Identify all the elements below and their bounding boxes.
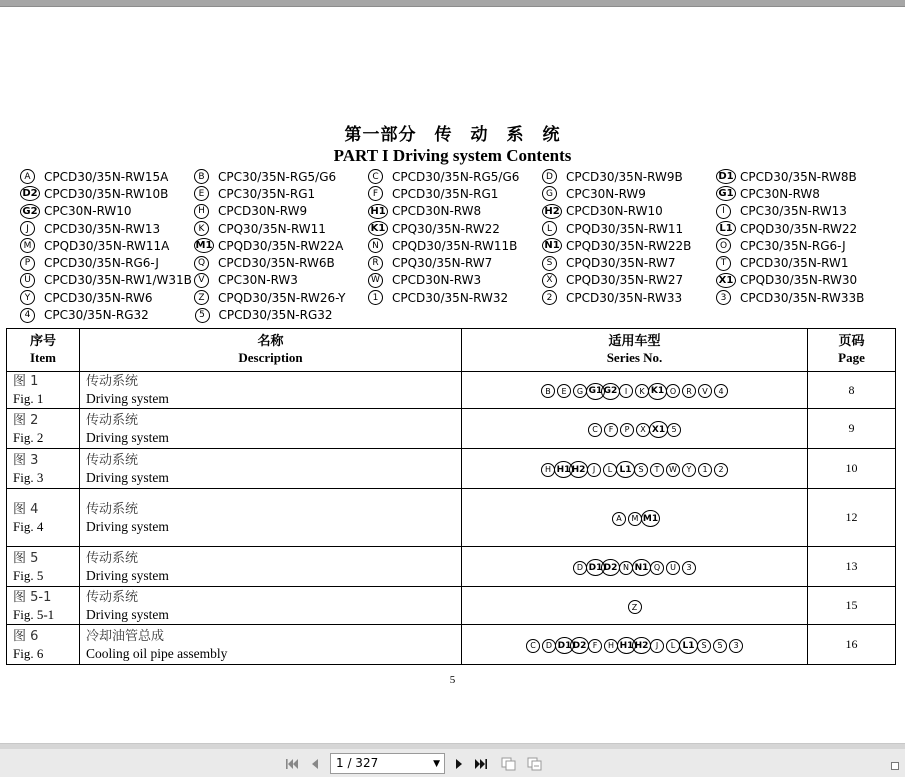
legend-entry <box>542 256 716 271</box>
legend-entry <box>542 186 716 201</box>
item-cn: 图 3 <box>13 452 39 468</box>
legend-row <box>20 254 890 271</box>
legend-row <box>20 237 890 254</box>
description-cn: 传动系统 <box>86 501 139 517</box>
legend-entry <box>368 221 542 236</box>
legend-model: CPC30/35N-RW13 <box>740 204 847 219</box>
legend-model: CPCD30/35N-RW32 <box>392 290 509 305</box>
series-marker: 4 <box>714 384 728 398</box>
previous-page-icon[interactable] <box>306 756 324 772</box>
series-marker: U <box>666 561 680 575</box>
description-en: Driving system <box>86 567 169 583</box>
legend-model: CPQD30/35N-RW11A <box>44 238 170 253</box>
legend-entry <box>542 238 716 253</box>
series-marker: M <box>628 512 642 526</box>
circled-marker: L1 <box>716 221 736 236</box>
circled-marker: H2 <box>542 204 562 219</box>
description-en: Driving system <box>86 391 169 406</box>
item-cn: 图 6 <box>13 628 39 644</box>
legend-entry <box>20 273 194 288</box>
legend-entry <box>368 186 542 201</box>
legend-model: CPQD30/35N-RW7 <box>566 256 676 271</box>
next-page-icon[interactable] <box>450 756 468 772</box>
circled-marker: L <box>542 221 557 236</box>
series-cell <box>462 547 808 587</box>
series-marker: H1 <box>554 461 573 478</box>
circled-marker: S <box>542 256 557 271</box>
legend-entry <box>368 273 542 288</box>
legend-model: CPCD30/35N-RW33B <box>740 290 865 305</box>
legend-model: CPCD30N-RW3 <box>392 273 482 288</box>
title-chinese: 第一部分 传 动 系 统 <box>344 125 561 145</box>
legend-entry <box>20 290 194 305</box>
legend-model: CPCD30/35N-RG6-J <box>44 256 159 271</box>
series-marker: D1 <box>555 637 574 654</box>
legend-model: CPC30/35N-RG32 <box>44 308 149 323</box>
circled-marker: U <box>20 273 35 288</box>
legend-model: CPQD30/35N-RW27 <box>566 273 684 288</box>
circled-marker: G2 <box>20 204 40 219</box>
page-cell: 8 <box>808 372 896 409</box>
series-marker: D1 <box>586 559 605 576</box>
legend-model: CPCD30/35N-RG32 <box>218 308 333 323</box>
item-cell <box>7 625 80 665</box>
series-legend <box>20 168 890 324</box>
page-selector[interactable] <box>330 753 445 774</box>
series-marker: H1 <box>617 637 636 654</box>
item-cell <box>7 409 80 449</box>
series-marker: F <box>588 639 602 653</box>
page-cell: 15 <box>808 587 896 625</box>
header-description: 名称 Description <box>80 329 462 372</box>
series-marker: J <box>650 639 664 653</box>
legend-model: CPCD30/35N-RW1/W31B <box>44 273 192 288</box>
description-cn: 传动系统 <box>86 589 139 605</box>
circled-marker: E <box>194 186 209 201</box>
series-marker: 5 <box>713 639 727 653</box>
legend-model: CPQ30/35N-RW22 <box>392 221 500 236</box>
legend-model: CPQD30/35N-RW11B <box>392 238 518 253</box>
legend-row <box>20 289 890 306</box>
table-row <box>7 547 896 587</box>
series-marker: I <box>619 384 633 398</box>
first-page-icon[interactable] <box>283 756 301 772</box>
header-item: 序号 Item <box>7 329 80 372</box>
circled-marker: M1 <box>195 240 213 252</box>
series-marker: 1 <box>698 463 712 477</box>
legend-entry <box>20 204 194 219</box>
legend-entry <box>716 169 890 184</box>
viewer-toolbar <box>0 743 905 777</box>
horizontal-scrollbar[interactable] <box>0 744 905 749</box>
legend-entry <box>368 204 542 219</box>
legend-model: CPCD30N-RW10 <box>566 204 663 219</box>
series-marker: H <box>541 463 555 477</box>
description-cn: 传动系统 <box>86 412 139 428</box>
page-cell: 10 <box>808 449 896 489</box>
legend-model: CPCD30/35N-RW8B <box>740 169 857 184</box>
circled-marker: H <box>194 204 209 219</box>
legend-model: CPC30N-RW9 <box>566 186 646 201</box>
legend-entry <box>194 204 368 219</box>
circled-marker: Y <box>20 290 35 305</box>
legend-entry <box>194 221 368 236</box>
legend-entry <box>368 238 542 253</box>
legend-model: CPCD30/35N-RW1 <box>740 256 849 271</box>
series-marker: D <box>573 561 587 575</box>
legend-entry <box>194 169 368 184</box>
circled-marker: Z <box>194 290 209 305</box>
series-marker: L <box>603 463 617 477</box>
circled-marker: K <box>194 221 209 236</box>
description-en: Cooling oil pipe assembly <box>86 645 228 661</box>
circled-marker: P <box>20 256 35 271</box>
series-marker: X1 <box>649 421 668 438</box>
legend-entry <box>716 238 890 253</box>
circled-marker: R <box>368 256 383 271</box>
legend-row <box>20 185 890 202</box>
page-cell: 13 <box>808 547 896 587</box>
item-en: Fig. 6 <box>13 645 44 661</box>
legend-entry <box>716 273 890 288</box>
description-cn: 传动系统 <box>86 374 139 389</box>
description-cell <box>80 449 462 489</box>
legend-entry <box>716 186 890 201</box>
table-row <box>7 409 896 449</box>
circled-marker: D1 <box>716 169 736 184</box>
series-marker: L1 <box>679 637 698 654</box>
description-en: Driving system <box>86 429 169 445</box>
series-marker: M1 <box>641 510 660 527</box>
last-page-icon[interactable] <box>472 756 490 772</box>
item-cell <box>7 372 80 409</box>
legend-entry <box>368 169 542 184</box>
circled-marker: V <box>194 273 209 288</box>
item-cell <box>7 449 80 489</box>
description-cell <box>80 547 462 587</box>
series-cell <box>462 372 808 409</box>
legend-entry <box>20 238 194 253</box>
two-page-view-icon[interactable] <box>526 756 544 772</box>
circled-marker: 4 <box>20 308 35 323</box>
series-marker: 5 <box>667 423 681 437</box>
table-header-row <box>7 329 896 372</box>
description-en: Driving system <box>86 518 169 534</box>
legend-model: CPQD30/35N-RW22A <box>218 238 344 253</box>
series-marker: K1 <box>648 383 667 400</box>
legend-model: CPCD30/35N-RW13 <box>44 221 161 236</box>
item-en: Fig. 3 <box>13 469 44 485</box>
description-en: Driving system <box>86 469 169 485</box>
circled-marker: 3 <box>716 290 731 305</box>
item-cell <box>7 587 80 625</box>
legend-entry <box>20 256 194 271</box>
series-marker: V <box>698 384 712 398</box>
legend-model: CPC30/35N-RG1 <box>218 186 316 201</box>
description-cn: 冷却油管总成 <box>86 628 165 644</box>
legend-entry <box>542 204 716 219</box>
legend-entry <box>716 221 890 236</box>
series-marker: N <box>619 561 633 575</box>
legend-entry <box>368 290 542 305</box>
circled-marker: J <box>20 221 35 236</box>
legend-model: CPCD30/35N-RW9B <box>566 169 683 184</box>
page-dropdown-icon[interactable]: ▼ <box>433 759 440 769</box>
item-cell <box>7 489 80 547</box>
series-marker: F <box>604 423 618 437</box>
legend-entry <box>194 273 368 288</box>
series-marker: H2 <box>632 637 651 654</box>
item-en: Fig. 5 <box>13 567 44 583</box>
series-marker: Z <box>628 600 642 614</box>
legend-model: CPCD30/35N-RG1 <box>392 186 499 201</box>
series-marker: G <box>573 384 587 398</box>
description-cell <box>80 489 462 547</box>
series-marker: 2 <box>714 463 728 477</box>
legend-entry <box>195 308 370 323</box>
legend-model: CPQD30/35N-RW22 <box>740 221 858 236</box>
circled-marker: 5 <box>195 308 210 323</box>
series-marker: Y <box>682 463 696 477</box>
legend-entry <box>20 308 195 323</box>
description-en: Driving system <box>86 606 169 622</box>
table-row <box>7 372 896 409</box>
legend-entry <box>542 273 716 288</box>
series-marker: H <box>604 639 618 653</box>
header-page: 页码 Page <box>808 329 896 372</box>
series-marker: P <box>620 423 634 437</box>
circled-marker: 2 <box>542 290 557 305</box>
legend-model: CPC30/35N-RG5/G6 <box>218 169 337 184</box>
circled-marker: N1 <box>542 238 562 253</box>
legend-entry <box>20 169 194 184</box>
series-marker: A <box>612 512 626 526</box>
series-marker: C <box>526 639 540 653</box>
legend-entry <box>194 238 368 253</box>
item-cn: 图 5 <box>13 550 39 566</box>
series-marker: G1 <box>586 383 605 400</box>
legend-entry <box>542 169 716 184</box>
legend-entry <box>716 256 890 271</box>
legend-model: CPQ30/35N-RW7 <box>392 256 493 271</box>
circled-marker: B <box>194 169 209 184</box>
description-cell <box>80 587 462 625</box>
series-marker: 3 <box>729 639 743 653</box>
series-marker: R <box>682 384 696 398</box>
circled-marker: K1 <box>368 221 388 236</box>
series-marker: D2 <box>601 559 620 576</box>
table-row <box>7 449 896 489</box>
legend-model: CPC30N-RW8 <box>740 186 820 201</box>
series-marker: T <box>650 463 664 477</box>
series-marker: O <box>666 384 680 398</box>
legend-entry <box>20 221 194 236</box>
circled-marker: X <box>542 273 557 288</box>
item-en: Fig. 2 <box>13 429 44 445</box>
page-indicator: 1 / 327 <box>336 756 379 770</box>
table-row <box>7 625 896 665</box>
legend-model: CPCD30/35N-RW10B <box>44 186 169 201</box>
circled-marker: G1 <box>716 186 736 201</box>
item-cn: 图 4 <box>13 501 39 517</box>
circled-marker: D <box>542 169 557 184</box>
legend-entry <box>194 186 368 201</box>
description-cn: 传动系统 <box>86 550 139 566</box>
legend-row <box>20 203 890 220</box>
item-cn: 图 2 <box>13 412 39 428</box>
series-cell <box>462 409 808 449</box>
legend-row <box>20 168 890 185</box>
item-cn: 图 5-1 <box>13 589 52 605</box>
series-marker: C <box>588 423 602 437</box>
legend-model: CPQ30/35N-RW11 <box>218 221 326 236</box>
series-marker: E <box>557 384 571 398</box>
resize-corner[interactable] <box>891 762 899 770</box>
legend-entry <box>716 290 890 305</box>
legend-entry <box>20 186 194 201</box>
circled-marker: Q <box>194 256 209 271</box>
legend-entry <box>194 256 368 271</box>
item-cell <box>7 547 80 587</box>
series-marker: B <box>541 384 555 398</box>
page-cell: 16 <box>808 625 896 665</box>
legend-model: CPQD30/35N-RW11 <box>566 221 684 236</box>
circled-marker: H1 <box>368 204 388 219</box>
table-row <box>7 489 896 547</box>
legend-entry <box>368 256 542 271</box>
circled-marker: T <box>716 256 731 271</box>
circled-marker: C <box>368 169 383 184</box>
legend-entry <box>716 204 890 219</box>
description-cn: 传动系统 <box>86 452 139 468</box>
item-cn: 图 1 <box>13 374 39 389</box>
title-english: PART I Driving system Contents <box>333 146 572 165</box>
legend-row <box>20 306 890 323</box>
description-cell <box>80 409 462 449</box>
circled-marker: I <box>716 204 731 219</box>
page-cell: 9 <box>808 409 896 449</box>
description-cell <box>80 625 462 665</box>
circled-marker: D2 <box>20 186 40 201</box>
series-marker: L1 <box>616 461 635 478</box>
circled-marker: X1 <box>716 273 736 288</box>
series-marker: X <box>636 423 650 437</box>
legend-model: CPCD30N-RW9 <box>218 204 308 219</box>
legend-row <box>20 272 890 289</box>
series-marker: S <box>697 639 711 653</box>
circled-marker: G <box>542 186 557 201</box>
series-marker: D <box>542 639 556 653</box>
circled-marker: O <box>716 238 731 253</box>
series-marker: L <box>666 639 680 653</box>
legend-row <box>20 220 890 237</box>
description-cell <box>80 372 462 409</box>
series-marker: J <box>587 463 601 477</box>
series-marker: W <box>666 463 680 477</box>
legend-entry <box>194 290 368 305</box>
circled-marker: F <box>368 186 383 201</box>
legend-model: CPCD30/35N-RW6 <box>44 290 153 305</box>
item-en: Fig. 4 <box>13 518 44 534</box>
legend-model: CPCD30/35N-RW6B <box>218 256 335 271</box>
page-cell: 12 <box>808 489 896 547</box>
series-marker: K <box>635 384 649 398</box>
circled-marker: A <box>20 169 35 184</box>
legend-model: CPCD30/35N-RW15A <box>44 169 169 184</box>
series-marker: H2 <box>569 461 588 478</box>
series-marker: Q <box>650 561 664 575</box>
item-en: Fig. 1 <box>13 391 44 406</box>
legend-model: CPCD30/35N-RW33 <box>566 290 683 305</box>
series-cell <box>462 587 808 625</box>
item-en: Fig. 5-1 <box>13 606 55 622</box>
circled-marker: 1 <box>368 290 383 305</box>
series-marker: N1 <box>632 559 651 576</box>
series-cell <box>462 625 808 665</box>
legend-model: CPQD30/35N-RW26-Y <box>218 290 346 305</box>
series-marker: 3 <box>682 561 696 575</box>
legend-model: CPQD30/35N-RW30 <box>740 273 858 288</box>
page-number: 5 <box>449 674 456 686</box>
contents-table <box>6 328 896 665</box>
series-marker: D2 <box>570 637 589 654</box>
series-marker: G2 <box>601 383 620 400</box>
single-page-view-icon[interactable] <box>500 756 518 772</box>
circled-marker: W <box>368 273 383 288</box>
series-cell <box>462 449 808 489</box>
legend-model: CPC30N-RW10 <box>44 204 132 219</box>
circled-marker: M <box>20 238 35 253</box>
legend-model: CPCD30N-RW8 <box>392 204 482 219</box>
series-cell <box>462 489 808 547</box>
header-series: 适用车型 Series No. <box>462 329 808 372</box>
viewer-top-strip <box>0 0 905 7</box>
legend-model: CPCD30/35N-RG5/G6 <box>392 169 520 184</box>
series-marker: S <box>634 463 648 477</box>
legend-model: CPQD30/35N-RW22B <box>566 238 692 253</box>
table-row <box>7 587 896 625</box>
legend-model: CPC30N-RW3 <box>218 273 298 288</box>
legend-model: CPC30/35N-RG6-J <box>740 238 846 253</box>
legend-entry <box>542 221 716 236</box>
circled-marker: N <box>368 238 383 253</box>
legend-entry <box>542 290 716 305</box>
